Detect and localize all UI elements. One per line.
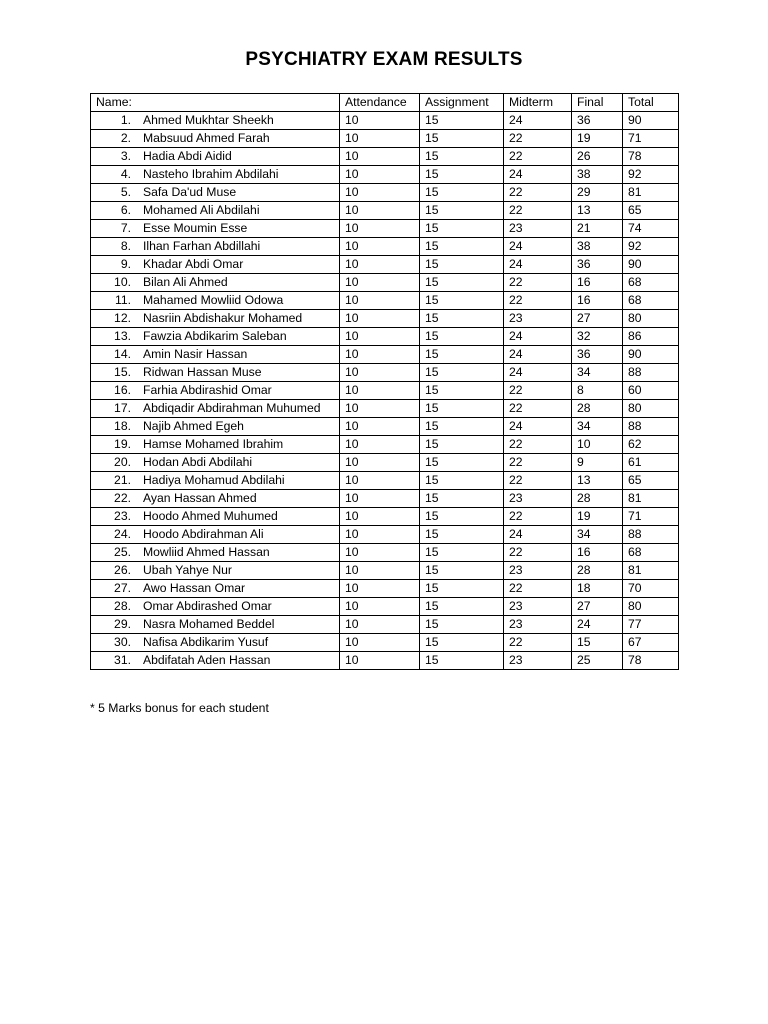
column-header-final: Final (572, 94, 623, 112)
student-name: Amin Nasir Hassan (143, 347, 248, 361)
midterm-cell: 22 (504, 202, 572, 220)
attendance-cell: 10 (340, 382, 420, 400)
results-table-body (91, 94, 679, 670)
midterm-cell: 22 (504, 274, 572, 292)
total-cell: 81 (623, 490, 679, 508)
final-cell: 27 (572, 310, 623, 328)
table-row (91, 490, 679, 508)
midterm-cell: 22 (504, 472, 572, 490)
row-number: 22. (114, 491, 131, 505)
midterm-cell: 22 (504, 148, 572, 166)
column-header-total: Total (623, 94, 679, 112)
attendance-cell: 10 (340, 166, 420, 184)
assignment-cell: 15 (420, 148, 504, 166)
midterm-cell: 24 (504, 346, 572, 364)
assignment-cell: 15 (420, 310, 504, 328)
student-name-cell (91, 508, 340, 526)
student-name-cell (91, 418, 340, 436)
final-cell: 16 (572, 274, 623, 292)
midterm-cell: 22 (504, 400, 572, 418)
attendance-cell: 10 (340, 526, 420, 544)
attendance-cell: 10 (340, 328, 420, 346)
attendance-cell: 10 (340, 274, 420, 292)
attendance-cell: 10 (340, 256, 420, 274)
midterm-cell: 24 (504, 238, 572, 256)
student-name: Ilhan Farhan Abdillahi (143, 239, 261, 253)
student-name-cell (91, 526, 340, 544)
student-name-cell (91, 166, 340, 184)
midterm-cell: 23 (504, 490, 572, 508)
attendance-cell: 10 (340, 436, 420, 454)
table-row (91, 184, 679, 202)
row-number: 6. (120, 203, 131, 217)
assignment-cell: 15 (420, 238, 504, 256)
total-cell: 80 (623, 310, 679, 328)
midterm-cell: 23 (504, 598, 572, 616)
student-name-cell (91, 598, 340, 616)
student-name-cell (91, 184, 340, 202)
student-name-cell (91, 652, 340, 670)
total-cell: 71 (623, 130, 679, 148)
table-row (91, 436, 679, 454)
table-row (91, 544, 679, 562)
total-cell: 88 (623, 364, 679, 382)
student-name: Najib Ahmed Egeh (143, 419, 244, 433)
assignment-cell: 15 (420, 580, 504, 598)
assignment-cell: 15 (420, 364, 504, 382)
student-name-cell (91, 580, 340, 598)
column-header-assignment: Assignment (420, 94, 504, 112)
row-number: 14. (114, 347, 131, 361)
row-number: 10. (114, 275, 131, 289)
midterm-cell: 22 (504, 634, 572, 652)
final-cell: 36 (572, 256, 623, 274)
assignment-cell: 15 (420, 526, 504, 544)
final-cell: 32 (572, 328, 623, 346)
attendance-cell: 10 (340, 202, 420, 220)
table-row (91, 400, 679, 418)
assignment-cell: 15 (420, 616, 504, 634)
student-name-cell (91, 454, 340, 472)
assignment-cell: 15 (420, 454, 504, 472)
assignment-cell: 15 (420, 184, 504, 202)
assignment-cell: 15 (420, 202, 504, 220)
total-cell: 90 (623, 112, 679, 130)
assignment-cell: 15 (420, 292, 504, 310)
midterm-cell: 23 (504, 652, 572, 670)
midterm-cell: 22 (504, 544, 572, 562)
attendance-cell: 10 (340, 346, 420, 364)
midterm-cell: 22 (504, 580, 572, 598)
final-cell: 34 (572, 418, 623, 436)
assignment-cell: 15 (420, 328, 504, 346)
table-row (91, 112, 679, 130)
student-name: Ahmed Mukhtar Sheekh (143, 113, 274, 127)
final-cell: 28 (572, 562, 623, 580)
midterm-cell: 24 (504, 526, 572, 544)
student-name: Hoodo Abdirahman Ali (143, 527, 264, 541)
assignment-cell: 15 (420, 508, 504, 526)
attendance-cell: 10 (340, 490, 420, 508)
midterm-cell: 24 (504, 112, 572, 130)
page-title: PSYCHIATRY EXAM RESULTS (245, 49, 523, 70)
row-number: 15. (114, 365, 131, 379)
student-name-cell (91, 238, 340, 256)
student-name: Safa Da'ud Muse (143, 185, 237, 199)
total-cell: 68 (623, 292, 679, 310)
student-name: Mowliid Ahmed Hassan (143, 545, 270, 559)
student-name-cell (91, 112, 340, 130)
table-row (91, 310, 679, 328)
final-cell: 19 (572, 130, 623, 148)
student-name: Hodan Abdi Abdilahi (143, 455, 253, 469)
assignment-cell: 15 (420, 436, 504, 454)
assignment-cell: 15 (420, 598, 504, 616)
total-cell: 90 (623, 346, 679, 364)
assignment-cell: 15 (420, 220, 504, 238)
total-cell: 71 (623, 508, 679, 526)
total-cell: 68 (623, 544, 679, 562)
column-header-name: Name: (91, 94, 340, 112)
final-cell: 28 (572, 400, 623, 418)
column-header-midterm: Midterm (504, 94, 572, 112)
table-row (91, 562, 679, 580)
attendance-cell: 10 (340, 562, 420, 580)
student-name: Ridwan Hassan Muse (143, 365, 262, 379)
student-name: Farhia Abdirashid Omar (143, 383, 272, 397)
student-name-cell (91, 562, 340, 580)
assignment-cell: 15 (420, 562, 504, 580)
assignment-cell: 15 (420, 472, 504, 490)
attendance-cell: 10 (340, 616, 420, 634)
midterm-cell: 24 (504, 328, 572, 346)
student-name-cell (91, 490, 340, 508)
midterm-cell: 22 (504, 292, 572, 310)
final-cell: 18 (572, 580, 623, 598)
row-number: 7. (120, 221, 131, 235)
student-name-cell (91, 544, 340, 562)
assignment-cell: 15 (420, 544, 504, 562)
table-row (91, 166, 679, 184)
attendance-cell: 10 (340, 292, 420, 310)
row-number: 30. (114, 635, 131, 649)
row-number: 1. (120, 113, 131, 127)
table-row (91, 508, 679, 526)
student-name: Bilan Ali Ahmed (143, 275, 228, 289)
table-row (91, 328, 679, 346)
student-name-cell (91, 364, 340, 382)
total-cell: 88 (623, 526, 679, 544)
final-cell: 19 (572, 508, 623, 526)
row-number: 27. (114, 581, 131, 595)
student-name: Mohamed Ali Abdilahi (143, 203, 260, 217)
attendance-cell: 10 (340, 112, 420, 130)
bonus-footnote: * 5 Marks bonus for each student (90, 701, 269, 715)
student-name-cell (91, 328, 340, 346)
row-number: 28. (114, 599, 131, 613)
student-name-cell (91, 256, 340, 274)
assignment-cell: 15 (420, 274, 504, 292)
table-row (91, 580, 679, 598)
attendance-cell: 10 (340, 418, 420, 436)
attendance-cell: 10 (340, 508, 420, 526)
total-cell: 78 (623, 652, 679, 670)
assignment-cell: 15 (420, 256, 504, 274)
assignment-cell: 15 (420, 166, 504, 184)
assignment-cell: 15 (420, 400, 504, 418)
final-cell: 29 (572, 184, 623, 202)
student-name: Abdifatah Aden Hassan (143, 653, 271, 667)
final-cell: 8 (572, 382, 623, 400)
assignment-cell: 15 (420, 382, 504, 400)
student-name: Ayan Hassan Ahmed (143, 491, 257, 505)
table-row (91, 202, 679, 220)
total-cell: 81 (623, 184, 679, 202)
row-number: 20. (114, 455, 131, 469)
total-cell: 65 (623, 202, 679, 220)
midterm-cell: 23 (504, 562, 572, 580)
midterm-cell: 22 (504, 436, 572, 454)
total-cell: 61 (623, 454, 679, 472)
total-cell: 80 (623, 400, 679, 418)
student-name: Khadar Abdi Omar (143, 257, 244, 271)
midterm-cell: 22 (504, 382, 572, 400)
attendance-cell: 10 (340, 652, 420, 670)
final-cell: 9 (572, 454, 623, 472)
final-cell: 13 (572, 202, 623, 220)
student-name-cell (91, 436, 340, 454)
row-number: 12. (114, 311, 131, 325)
final-cell: 13 (572, 472, 623, 490)
attendance-cell: 10 (340, 364, 420, 382)
student-name: Ubah Yahye Nur (143, 563, 232, 577)
row-number: 9. (120, 257, 131, 271)
table-row (91, 364, 679, 382)
midterm-cell: 23 (504, 616, 572, 634)
student-name: Hoodo Ahmed Muhumed (143, 509, 278, 523)
final-cell: 16 (572, 544, 623, 562)
final-cell: 36 (572, 346, 623, 364)
student-name: Mahamed Mowliid Odowa (143, 293, 284, 307)
table-row (91, 292, 679, 310)
student-name-cell (91, 472, 340, 490)
row-number: 21. (114, 473, 131, 487)
table-row (91, 382, 679, 400)
row-number: 13. (114, 329, 131, 343)
assignment-cell: 15 (420, 112, 504, 130)
table-row (91, 598, 679, 616)
student-name-cell (91, 616, 340, 634)
midterm-cell: 22 (504, 184, 572, 202)
table-row (91, 616, 679, 634)
total-cell: 90 (623, 256, 679, 274)
row-number: 19. (114, 437, 131, 451)
table-header-row (91, 94, 679, 112)
table-row (91, 130, 679, 148)
row-number: 2. (120, 131, 131, 145)
student-name: Hamse Mohamed Ibrahim (143, 437, 284, 451)
results-table (90, 93, 679, 670)
final-cell: 36 (572, 112, 623, 130)
row-number: 5. (120, 185, 131, 199)
attendance-cell: 10 (340, 454, 420, 472)
attendance-cell: 10 (340, 148, 420, 166)
midterm-cell: 22 (504, 508, 572, 526)
row-number: 17. (114, 401, 131, 415)
total-cell: 74 (623, 220, 679, 238)
table-row (91, 634, 679, 652)
table-row (91, 454, 679, 472)
total-cell: 88 (623, 418, 679, 436)
attendance-cell: 10 (340, 544, 420, 562)
attendance-cell: 10 (340, 580, 420, 598)
student-name-cell (91, 274, 340, 292)
assignment-cell: 15 (420, 418, 504, 436)
final-cell: 27 (572, 598, 623, 616)
attendance-cell: 10 (340, 238, 420, 256)
student-name-cell (91, 220, 340, 238)
final-cell: 10 (572, 436, 623, 454)
total-cell: 65 (623, 472, 679, 490)
table-row (91, 256, 679, 274)
total-cell: 77 (623, 616, 679, 634)
student-name: Omar Abdirashed Omar (143, 599, 272, 613)
attendance-cell: 10 (340, 310, 420, 328)
student-name-cell (91, 292, 340, 310)
total-cell: 70 (623, 580, 679, 598)
student-name: Hadia Abdi Aidid (143, 149, 232, 163)
total-cell: 78 (623, 148, 679, 166)
attendance-cell: 10 (340, 184, 420, 202)
table-row (91, 148, 679, 166)
final-cell: 16 (572, 292, 623, 310)
final-cell: 28 (572, 490, 623, 508)
attendance-cell: 10 (340, 400, 420, 418)
total-cell: 86 (623, 328, 679, 346)
student-name: Awo Hassan Omar (143, 581, 246, 595)
row-number: 23. (114, 509, 131, 523)
attendance-cell: 10 (340, 220, 420, 238)
midterm-cell: 23 (504, 310, 572, 328)
assignment-cell: 15 (420, 652, 504, 670)
total-cell: 81 (623, 562, 679, 580)
total-cell: 60 (623, 382, 679, 400)
row-number: 29. (114, 617, 131, 631)
final-cell: 34 (572, 364, 623, 382)
student-name-cell (91, 202, 340, 220)
midterm-cell: 22 (504, 454, 572, 472)
total-cell: 80 (623, 598, 679, 616)
table-row (91, 238, 679, 256)
assignment-cell: 15 (420, 634, 504, 652)
row-number: 26. (114, 563, 131, 577)
row-number: 18. (114, 419, 131, 433)
final-cell: 26 (572, 148, 623, 166)
table-row (91, 472, 679, 490)
assignment-cell: 15 (420, 346, 504, 364)
final-cell: 34 (572, 526, 623, 544)
assignment-cell: 15 (420, 130, 504, 148)
row-number: 8. (120, 239, 131, 253)
midterm-cell: 22 (504, 130, 572, 148)
attendance-cell: 10 (340, 472, 420, 490)
student-name: Nasriin Abdishakur Mohamed (143, 311, 303, 325)
student-name-cell (91, 130, 340, 148)
attendance-cell: 10 (340, 598, 420, 616)
table-row (91, 652, 679, 670)
total-cell: 92 (623, 238, 679, 256)
table-row (91, 346, 679, 364)
final-cell: 25 (572, 652, 623, 670)
row-number: 31. (114, 653, 131, 667)
student-name-cell (91, 382, 340, 400)
final-cell: 38 (572, 238, 623, 256)
student-name: Mabsuud Ahmed Farah (143, 131, 270, 145)
student-name: Esse Moumin Esse (143, 221, 248, 235)
row-number: 24. (114, 527, 131, 541)
midterm-cell: 23 (504, 220, 572, 238)
final-cell: 15 (572, 634, 623, 652)
row-number: 16. (114, 383, 131, 397)
final-cell: 21 (572, 220, 623, 238)
total-cell: 92 (623, 166, 679, 184)
total-cell: 67 (623, 634, 679, 652)
student-name: Nasra Mohamed Beddel (143, 617, 275, 631)
student-name: Abdiqadir Abdirahman Muhumed (143, 401, 321, 415)
assignment-cell: 15 (420, 490, 504, 508)
student-name-cell (91, 634, 340, 652)
student-name-cell (91, 148, 340, 166)
student-name: Hadiya Mohamud Abdilahi (143, 473, 285, 487)
student-name: Nasteho Ibrahim Abdilahi (143, 167, 279, 181)
midterm-cell: 24 (504, 418, 572, 436)
table-row (91, 418, 679, 436)
row-number: 3. (120, 149, 131, 163)
total-cell: 62 (623, 436, 679, 454)
final-cell: 38 (572, 166, 623, 184)
table-row (91, 274, 679, 292)
midterm-cell: 24 (504, 256, 572, 274)
midterm-cell: 24 (504, 364, 572, 382)
student-name-cell (91, 346, 340, 364)
student-name: Nafisa Abdikarim Yusuf (143, 635, 269, 649)
student-name-cell (91, 400, 340, 418)
final-cell: 24 (572, 616, 623, 634)
total-cell: 68 (623, 274, 679, 292)
row-number: 11. (114, 293, 131, 307)
row-number: 25. (114, 545, 131, 559)
row-number: 4. (120, 167, 131, 181)
midterm-cell: 24 (504, 166, 572, 184)
attendance-cell: 10 (340, 130, 420, 148)
table-row (91, 526, 679, 544)
table-row (91, 220, 679, 238)
student-name-cell (91, 310, 340, 328)
column-header-attendance: Attendance (340, 94, 420, 112)
attendance-cell: 10 (340, 634, 420, 652)
student-name: Fawzia Abdikarim Saleban (143, 329, 287, 343)
